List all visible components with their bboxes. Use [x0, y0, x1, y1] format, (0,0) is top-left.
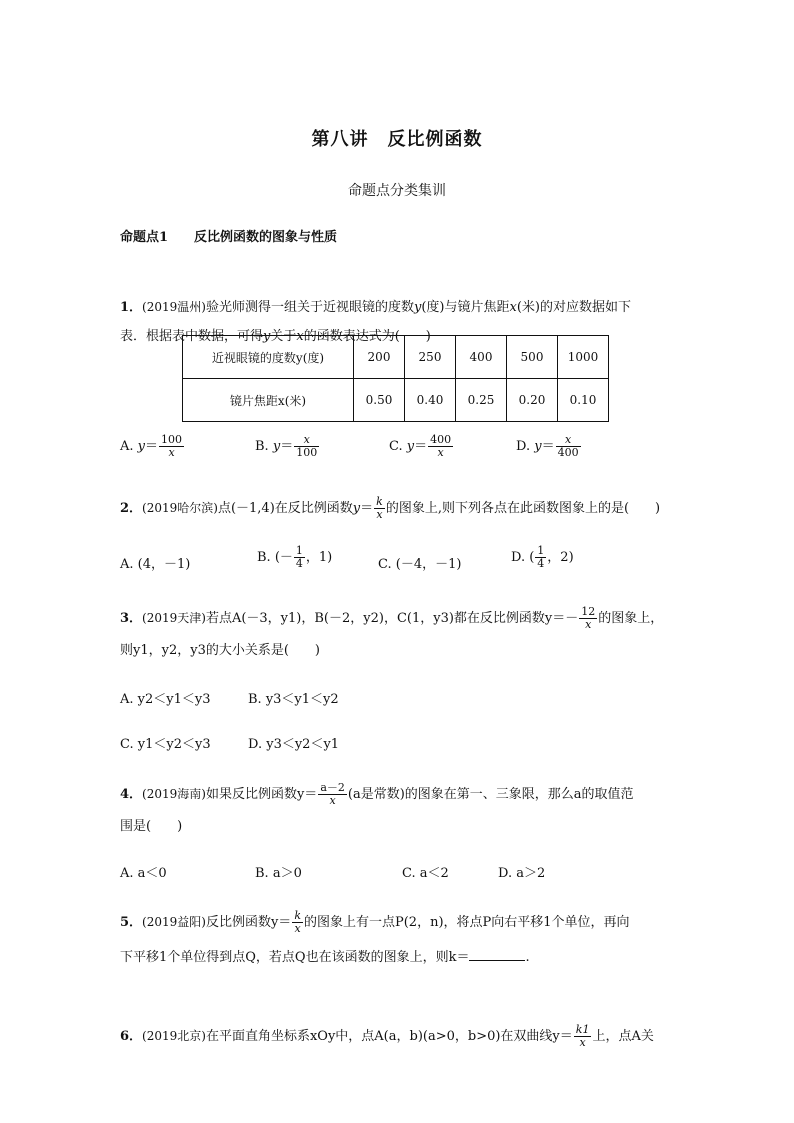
question-source: (2019哈尔滨): [142, 501, 218, 515]
option-text: ，1): [305, 550, 333, 565]
question-number: 5．: [120, 915, 143, 930]
question-4-line-2: [120, 818, 182, 836]
q4-option-c[interactable]: [402, 862, 449, 881]
question-number: 4．: [120, 787, 143, 802]
table-cell: 0.40: [405, 379, 456, 422]
option-label: A.: [120, 439, 134, 454]
data-table: [182, 335, 609, 422]
table-cell: 0.10: [558, 379, 609, 422]
option-text: C. y1＜y2＜y3: [120, 737, 211, 752]
frac-num: a－2: [320, 781, 345, 794]
option-text: A. a＜0: [120, 866, 167, 881]
question-source: (2019海南): [142, 787, 206, 801]
option-text: C. (－4，－1): [378, 557, 462, 572]
question-text: (度)与镜片焦距: [421, 300, 510, 315]
option-label: D.: [516, 439, 531, 454]
question-text: (a是常数)的图象在第一、三象限，那么a的取值范: [347, 787, 634, 802]
question-text: 关于: [270, 329, 297, 344]
frac-num: 400: [430, 433, 452, 446]
page-subtitle: 命题点分类集训: [348, 183, 446, 199]
frac-num: 1: [537, 544, 545, 557]
q3-option-c[interactable]: [120, 733, 211, 752]
q3-option-b[interactable]: [248, 688, 339, 707]
question-source: (2019天津): [142, 611, 206, 625]
option-label: B.: [255, 439, 269, 454]
q2-option-a[interactable]: [120, 553, 190, 572]
option-text: C. a＜2: [402, 866, 449, 881]
table-header-cell: 近视眼镜的度数y(度): [183, 336, 354, 379]
table-row: [183, 379, 609, 422]
question-text: 上，点A关: [592, 1029, 654, 1044]
frac-num: k: [376, 495, 383, 508]
question-number: 1．: [120, 300, 143, 315]
frac-num: 100: [161, 433, 183, 446]
q2-option-d[interactable]: [511, 545, 574, 570]
question-text: 的图象上,则下列各点在此函数图象上的是( ): [385, 501, 661, 516]
frac-den: x: [579, 1036, 586, 1049]
table-cell: 400: [456, 336, 507, 379]
question-text: .: [525, 950, 530, 965]
question-4-line-1: [120, 782, 634, 807]
frac-den: x: [168, 446, 175, 459]
q1-option-b[interactable]: B. y＝ $\frac{x}{100}$: [255, 433, 318, 459]
question-5-line-2: [120, 948, 530, 967]
question-text: 如果反比例函数y＝: [205, 787, 318, 802]
frac-den: x: [585, 618, 592, 631]
option-text: B. a＞0: [255, 866, 302, 881]
question-text: 验光师测得一组关于近视眼镜的度数: [205, 300, 414, 315]
frac-num: k: [294, 909, 301, 922]
question-text: 则y1，y2，y3的大小关系是( ): [120, 643, 320, 658]
section-name: 反比例函数的图象与性质: [194, 230, 338, 245]
question-text: 在平面直角坐标系xOy中，点A(a，b)(a>0，b>0)在双曲线y＝: [205, 1029, 573, 1044]
table-header-cell: 镜片焦距x(米): [183, 379, 354, 422]
question-source: (2019北京): [142, 1029, 206, 1043]
question-1-line-1: 1．(2019温州)验光师测得一组关于近视眼镜的度数y(度)与镜片焦距x(米)的对应数据如下: [120, 300, 631, 315]
frac-den: x: [329, 794, 336, 807]
question-source: (2019温州): [142, 300, 206, 314]
question-text: 围是( ): [120, 819, 183, 834]
question-number: 2．: [120, 501, 143, 516]
frac-den: 400: [557, 446, 579, 459]
q2-option-c[interactable]: [378, 553, 461, 572]
table-cell: 0.25: [456, 379, 507, 422]
frac-num: x: [556, 434, 581, 447]
q3-option-d[interactable]: [248, 733, 339, 752]
frac-num: 12: [581, 605, 596, 618]
frac-den: 4: [537, 557, 545, 570]
option-text: A. y2＜y1＜y3: [120, 692, 211, 707]
option-text: A. (4，－1): [120, 557, 191, 572]
q4-option-d[interactable]: [498, 862, 545, 881]
question-3-line-2: [120, 642, 320, 660]
question-text: 的图象上，: [598, 611, 664, 626]
table-row: [183, 336, 609, 379]
question-text: 点(－1,4)在反比例函数: [217, 501, 353, 516]
q1-option-a[interactable]: A. y＝ $\frac{100}{x}$: [120, 433, 183, 459]
question-1-line-2: 表．根据表中数据，可得y关于x的函数表达式为( ): [120, 329, 431, 344]
q1-option-c[interactable]: C. y＝ $\frac{400}{x}$: [389, 433, 452, 459]
section-label: 命题点1: [120, 230, 169, 245]
table-cell: 1000: [558, 336, 609, 379]
frac-num: 1: [295, 544, 303, 557]
frac-num: x: [294, 434, 319, 447]
q1-option-d[interactable]: D. y＝ $\frac{x}{400}$: [516, 433, 579, 459]
table-cell: 250: [405, 336, 456, 379]
frac-den: 100: [296, 446, 318, 459]
question-text: 若点A(－3，y1)，B(－2，y2)，C(1，y3)都在反比例函数y＝－: [205, 611, 579, 626]
question-text: 表．根据表中数据，可得: [120, 329, 264, 344]
question-text: 反比例函数y＝: [205, 915, 292, 930]
question-6-line-1: [120, 1024, 654, 1049]
frac-num: k1: [575, 1023, 590, 1036]
q4-option-a[interactable]: [120, 862, 167, 881]
frac-den: x: [294, 922, 301, 935]
table-cell: 0.50: [354, 379, 405, 422]
question-text: 的函数表达式为( ): [303, 329, 431, 344]
q2-option-b[interactable]: [257, 545, 332, 570]
frac-den: 4: [295, 557, 303, 570]
question-3-line-1: [120, 606, 663, 631]
option-text: ，2): [547, 550, 574, 565]
q3-option-a[interactable]: [120, 688, 211, 707]
question-text: 下平移1个单位得到点Q，若点Q也在该函数的图象上，则k＝: [120, 950, 470, 965]
question-number: 3．: [120, 611, 143, 626]
table-cell: 500: [507, 336, 558, 379]
question-source: (2019益阳): [142, 915, 206, 929]
table-cell: 200: [354, 336, 405, 379]
section-heading: [120, 226, 337, 245]
question-text: 的图象上有一点P(2，n)，将点P向右平移1个单位，再向: [303, 915, 630, 930]
table-cell: 0.20: [507, 379, 558, 422]
frac-den: x: [376, 508, 383, 521]
question-text: (米)的对应数据如下: [516, 300, 631, 315]
option-text: B. (－: [257, 550, 293, 565]
answer-blank[interactable]: [469, 948, 525, 961]
option-text: D. y3＜y2＜y1: [248, 737, 340, 752]
question-5-line-1: [120, 910, 630, 935]
option-label: C.: [389, 439, 403, 454]
question-number: 6．: [120, 1029, 143, 1044]
frac-den: x: [437, 446, 444, 459]
option-text: D. (: [511, 550, 535, 565]
option-text: B. y3＜y1＜y2: [248, 692, 339, 707]
question-2-line-1: 2．(2019哈尔滨)点(－1,4)在反比例函数y＝ $\frac{k}{x}$ 的图象上,则下列各点在此函数图象上的是( ): [120, 495, 661, 521]
page-title: 第八讲 反比例函数: [311, 129, 483, 150]
option-text: D. a＞2: [498, 866, 546, 881]
q4-option-b[interactable]: [255, 862, 302, 881]
